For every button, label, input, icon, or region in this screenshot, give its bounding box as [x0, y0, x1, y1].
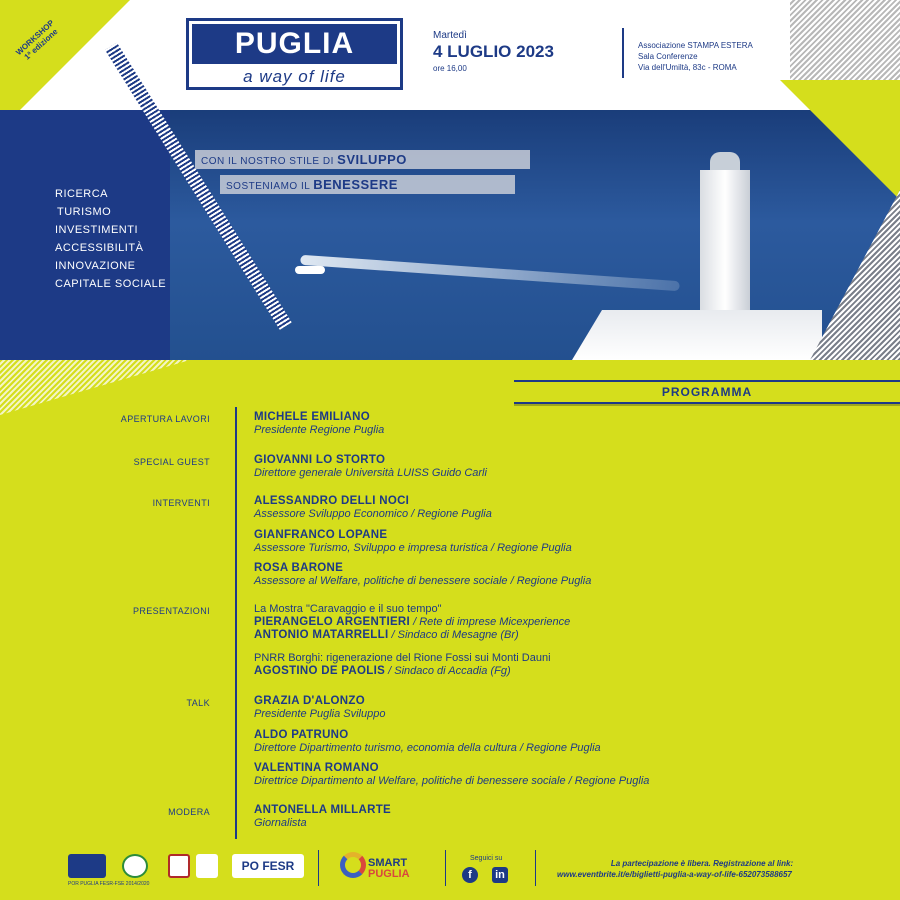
workshop-badge: WORKSHOP 1ª edizione [14, 18, 60, 62]
speaker-name: ALDO PATRUNO [254, 729, 349, 741]
speaker-role: / Sindaco di Accadia (Fg) [385, 665, 511, 677]
speaker-role: Giornalista [254, 817, 307, 829]
section-talk: TALK [186, 698, 210, 708]
lighthouse-tower [700, 170, 750, 330]
footer-divider [318, 850, 319, 886]
smart-puglia-logo [368, 858, 410, 880]
speaker-entry [254, 562, 591, 588]
speaker-role: / Sindaco di Mesagne (Br) [388, 629, 519, 641]
logo-subtitle: a way of life [243, 67, 346, 86]
lighthouse-lantern [710, 152, 740, 172]
corner-triangle-right [780, 80, 900, 200]
event-day: Martedì [433, 30, 467, 41]
speaker-role: Direttore generale Università LUISS Guido Carli [254, 467, 487, 479]
speaker-name: ROSA BARONE [254, 562, 344, 574]
footer-divider [535, 850, 536, 886]
program-divider [235, 407, 237, 839]
theme-item: INNOVAZIONE [55, 260, 136, 272]
section-special-guest: SPECIAL GUEST [133, 457, 210, 467]
speaker-role: / Rete di imprese Micexperience [410, 616, 571, 628]
tagline-keyword: BENESSERE [313, 177, 398, 192]
speaker-role: Assessore Sviluppo Economico / Regione Puglia [254, 508, 492, 520]
venue-line: Via dell'Umiltà, 83c - ROMA [638, 63, 737, 72]
speaker-name: MICHELE EMILIANO [254, 411, 370, 423]
speaker-name: ALESSANDRO DELLI NOCI [254, 495, 410, 507]
speaker-entry [254, 762, 649, 788]
tagline-benessere [220, 175, 515, 194]
theme-item: INVESTIMENTI [55, 224, 139, 236]
presentation-entry [254, 603, 570, 642]
tagline-sviluppo [195, 150, 530, 169]
event-date: 4 LUGLIO 2023 [433, 42, 554, 61]
speaker-role: Assessore Turismo, Sviluppo e impresa turistica / Regione Puglia [254, 542, 572, 554]
speaker-role: Direttore Dipartimento turismo, economia della cultura / Regione Puglia [254, 742, 601, 754]
presentation-title: PNRR Borghi: rigenerazione del Rione Fossi sui Monti Dauni [254, 652, 551, 664]
tagline-text: CON IL NOSTRO STILE DI [201, 156, 338, 167]
eu-flag-logo [68, 854, 106, 878]
speaker-entry [254, 454, 487, 480]
po-fesr-logo: PO FESR [232, 854, 304, 878]
linkedin-icon[interactable]: in [492, 867, 508, 883]
italian-republic-emblem [122, 854, 148, 878]
venue-line: Associazione STAMPA ESTERA [638, 41, 753, 50]
speaker-role: Presidente Regione Puglia [254, 424, 385, 436]
footer-divider [445, 850, 446, 886]
theme-item: CAPITALE SOCIALE [55, 278, 167, 290]
venue-line: Sala Conferenze [638, 52, 698, 61]
speaker-name: ANTONELLA MILLARTE [254, 804, 391, 816]
section-modera: MODERA [168, 807, 210, 817]
registration-link[interactable]: www.eventbrite.it/e/biglietti-puglia-a-way-of-life-652073588657 [557, 870, 792, 879]
lighthouse-base [572, 310, 822, 360]
regione-puglia-logo [168, 854, 190, 878]
speaker-role: Direttrice Dipartimento al Welfare, politiche di benessere sociale / Regione Puglia [254, 775, 650, 787]
speaker-entry [254, 729, 601, 755]
speaker-name: AGOSTINO DE PAOLIS [254, 665, 386, 677]
theme-item: RICERCA [55, 188, 109, 200]
follow-label: Seguici su [470, 855, 503, 862]
section-presentazioni: PRESENTAZIONI [132, 606, 210, 616]
tagline-text: SOSTENIAMO IL [226, 181, 314, 192]
puglia-crest-logo [196, 854, 218, 878]
speaker-entry [254, 495, 492, 521]
presentation-title: La Mostra "Caravaggio e il suo tempo" [254, 603, 442, 615]
logos-caption: POR PUGLIA FESR-FSE 2014/2020 [68, 881, 150, 887]
texture-triangle [0, 360, 190, 415]
smart-puglia-ring-icon [340, 852, 366, 878]
speaker-name: PIERANGELO ARGENTIERI [254, 616, 411, 628]
facebook-icon[interactable]: f [462, 867, 478, 883]
section-interventi: INTERVENTI [152, 498, 210, 508]
speaker-entry [254, 411, 384, 437]
section-apertura: APERTURA LAVORI [120, 414, 210, 424]
speaker-name: GIANFRANCO LOPANE [254, 529, 388, 541]
event-venue [638, 40, 753, 73]
theme-item: ACCESSIBILITÀ [55, 242, 144, 254]
registration-info [557, 858, 847, 880]
programma-heading: PROGRAMMA [514, 380, 900, 404]
logo-title: PUGLIA [192, 24, 397, 64]
tagline-keyword: SVILUPPO [337, 152, 407, 167]
boat [295, 266, 325, 274]
presentation-entry [254, 652, 551, 678]
themes-list [55, 185, 166, 293]
speaker-name: ANTONIO MATARRELLI [254, 629, 389, 641]
speaker-role: Assessore al Welfare, politiche di benessere sociale / Regione Puglia [254, 575, 592, 587]
speaker-name: VALENTINA ROMANO [254, 762, 379, 774]
header-divider [622, 28, 624, 78]
event-time: ore 16,00 [433, 64, 467, 73]
theme-item: TURISMO [57, 206, 112, 218]
speaker-name: GRAZIA D'ALONZO [254, 695, 365, 707]
smart-text: SMART [368, 857, 408, 869]
speaker-entry [254, 695, 385, 721]
speaker-entry [254, 529, 572, 555]
speaker-name: GIOVANNI LO STORTO [254, 454, 386, 466]
speaker-role: Presidente Puglia Sviluppo [254, 708, 386, 720]
puglia-logo [186, 18, 403, 90]
speaker-entry [254, 804, 391, 830]
corner-stripes [790, 0, 900, 80]
puglia-text: PUGLIA [368, 868, 410, 880]
registration-text: La partecipazione è libera. Registrazione al link: [610, 859, 794, 868]
